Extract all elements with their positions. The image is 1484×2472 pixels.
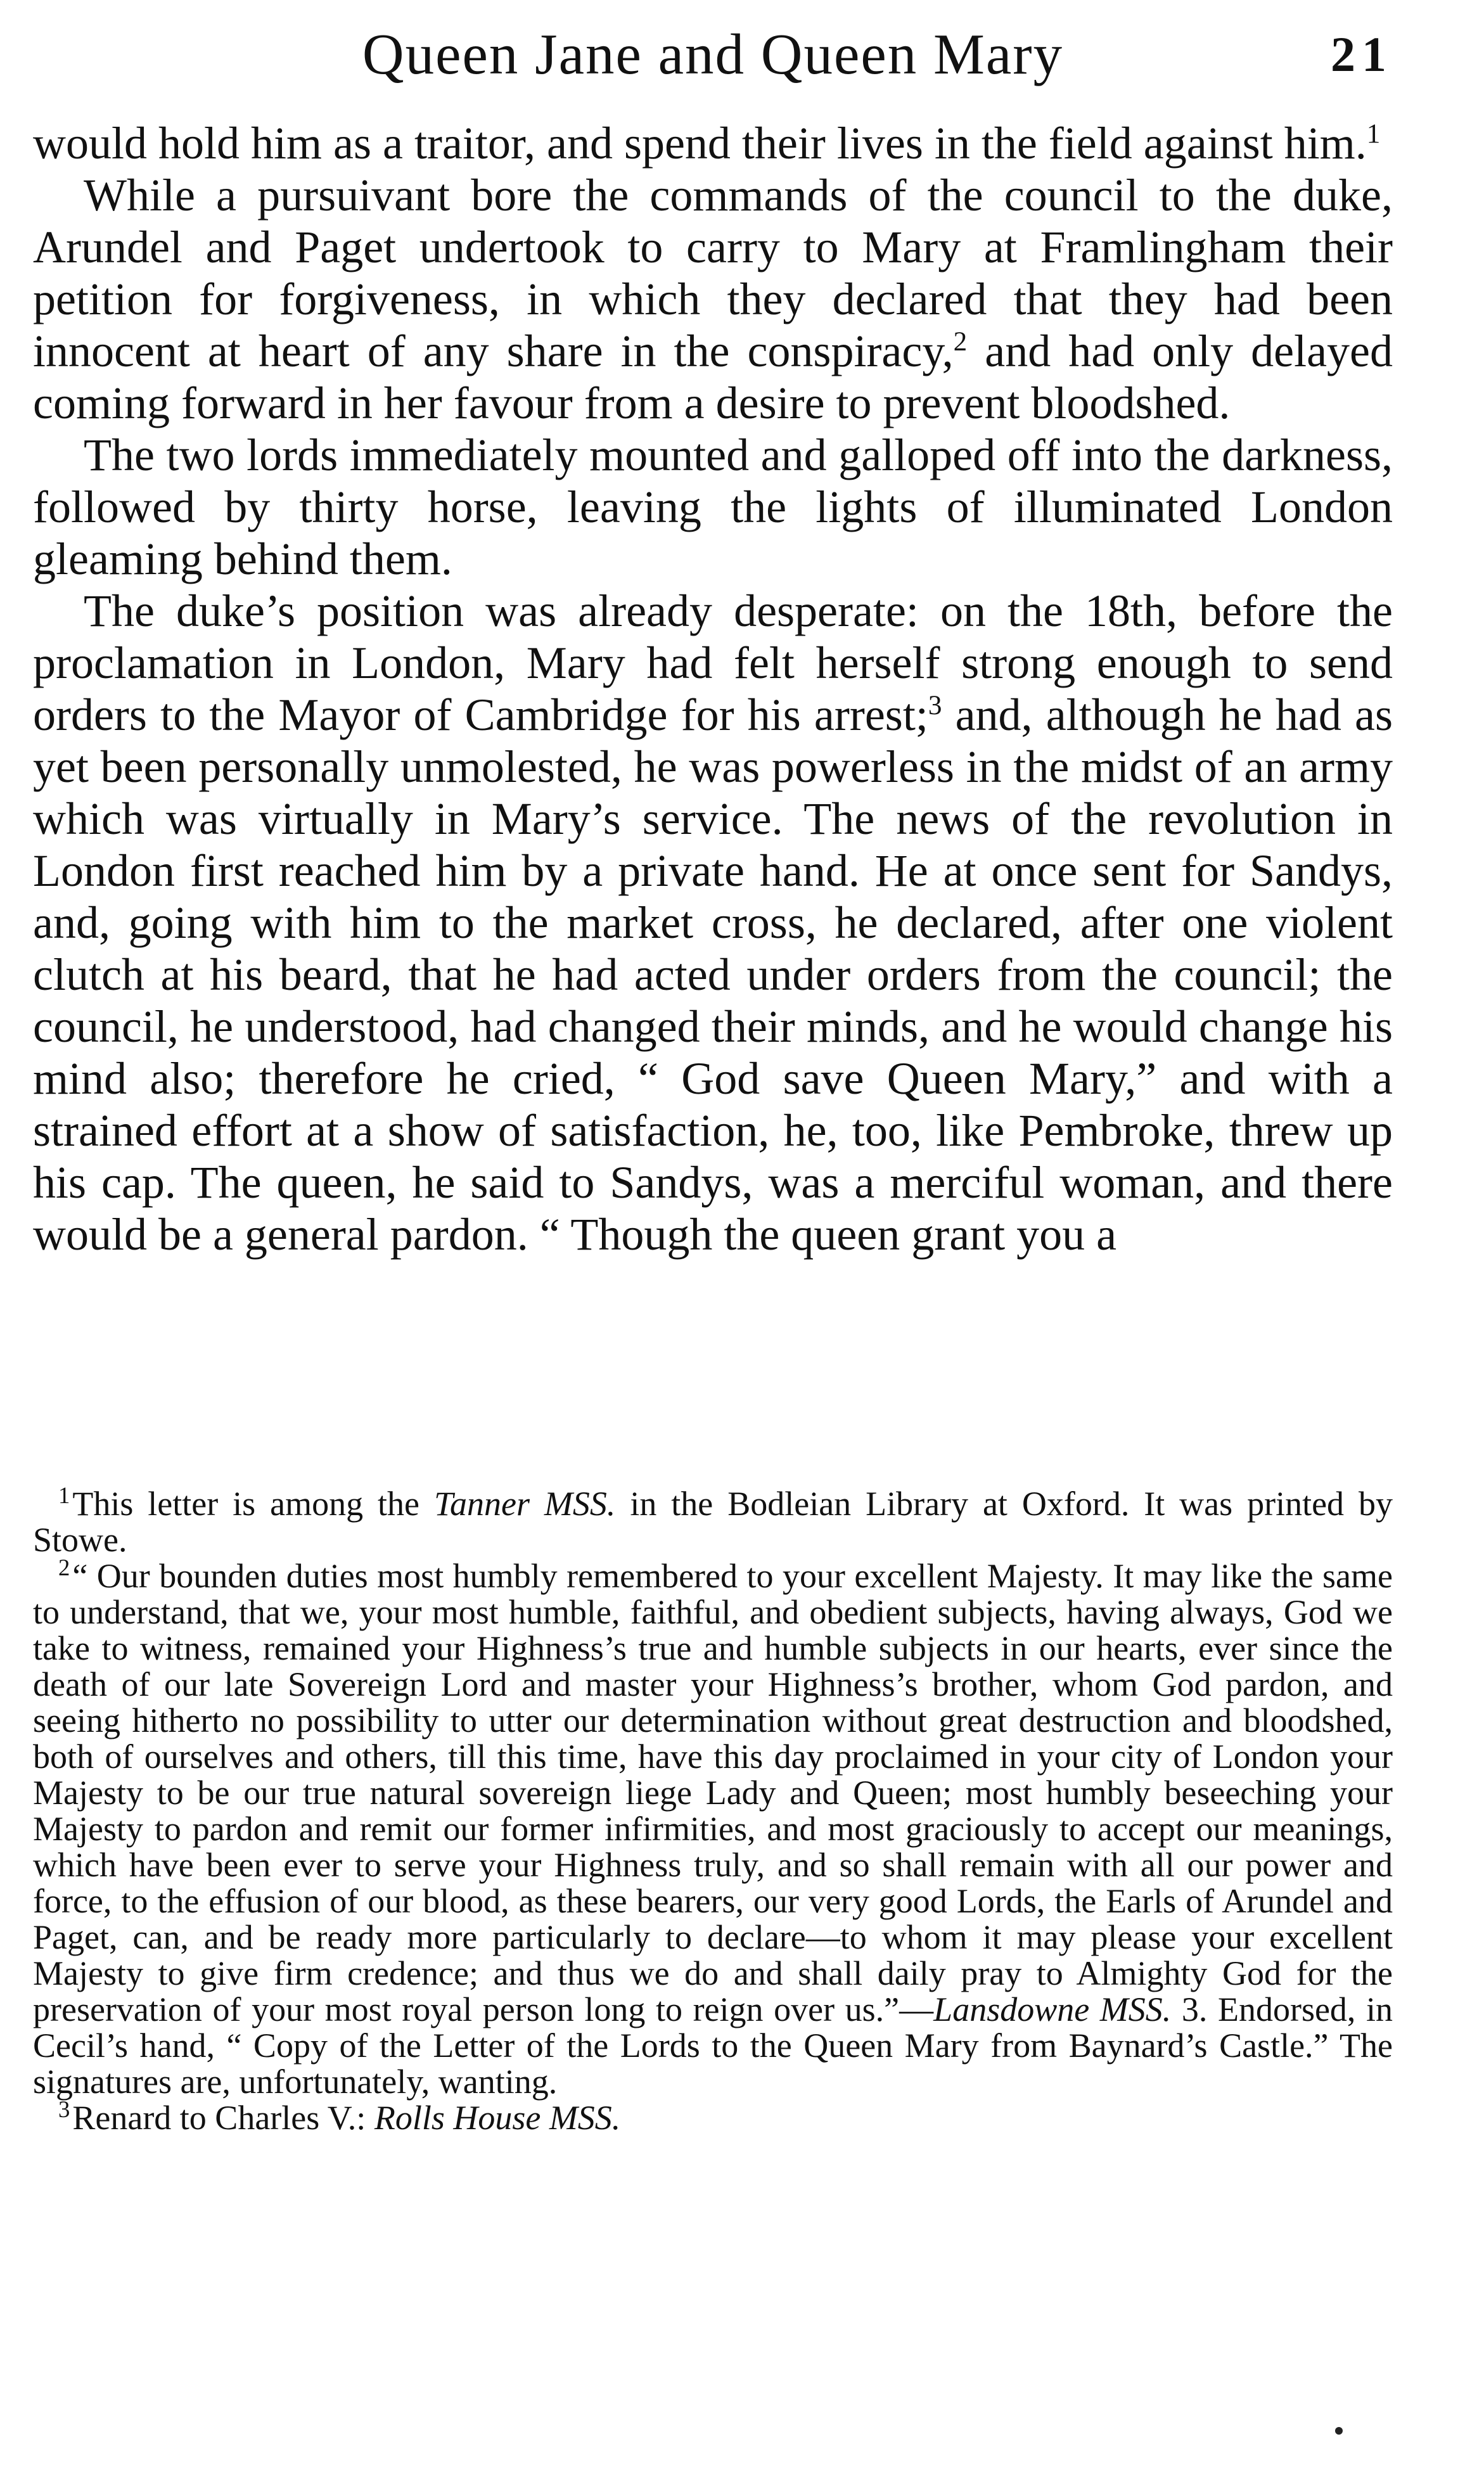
- footnote-marker: 3: [58, 2096, 70, 2122]
- footnote-citation: Rolls House MSS.: [374, 2099, 621, 2137]
- footnote-ref-2: 2: [953, 327, 968, 357]
- footnote-citation: Lansdowne MSS.: [933, 1990, 1172, 2028]
- footnote-2: [33, 1554, 1393, 2101]
- paragraph-2: [33, 169, 1393, 429]
- paragraph-3: [33, 429, 1393, 585]
- footnote-text: This letter is among the: [72, 1485, 434, 1523]
- paragraph-4: [33, 585, 1393, 1260]
- footnote-citation: Tanner MSS.: [433, 1485, 616, 1523]
- footnote-text: “ Our bounden duties most humbly remembered to your excellent Majesty. It may like the same to understand, that we, your most humble, faithful, and obedient subjects, having always, God we take to witness, remained your Highness’s true and humble subjects in our hearts, ever since the death of our late Sovereign Lord and master your Highness’s brother, whom God pardon, and seeing hitherto no possibility to utter our determination without great destruction and bloodshed, both of ourselves and others, till this time, have this day proclaimed in your city of London your Majesty to be our true natural sovereign liege Lady and Queen; most humbly beseeching your Majesty to pardon and remit our former infirmities, and most graciously to accept our meanings, which have been ever to serve your Highness truly, and so shall remain with all our power and force, to the effusion of our blood, as these bearers, our very good Lords, the Earls of Arundel and Paget, can, and be ready more particularly to declare—to whom it may please your excellent Majesty to give firm credence; and thus we do and shall daily pray to Almighty God for the preservation of your most royal person long to reign over us.”—: [33, 1557, 1393, 2028]
- running-head: [33, 16, 1393, 93]
- footnote-marker: 1: [58, 1482, 70, 1508]
- running-title: Queen Jane and Queen Mary: [362, 22, 1064, 86]
- paragraph-text: would hold him as a traitor, and spend their lives in the field against him.: [33, 118, 1367, 169]
- footnote-text: in the Bodleian Library at Oxford. It was printed by Stowe.: [33, 1485, 1393, 1559]
- paragraph-text: The duke’s position was already desperate: on the 18th, before the proclamation in London, Mary had felt herself strong enough to send orders to the Mayor of Cambridge for his arrest;: [33, 586, 1393, 740]
- body-text: [33, 117, 1393, 1260]
- footnotes: [33, 1482, 1393, 2137]
- footnote-marker: 2: [58, 1554, 70, 1580]
- footnote-3: [33, 2096, 1393, 2137]
- footnote-text: Renard to Charles V.:: [72, 2099, 374, 2137]
- footnote-ref-1: 1: [1366, 119, 1381, 149]
- page-number: 21: [1331, 27, 1393, 82]
- book-page: [33, 0, 1393, 2472]
- paragraph-text: While a pursuivant bore the commands of the council to the duke, Arundel and Paget undertook to carry to Mary at Framlingham their petition for forgiveness, in which they declared that they had been innocent at heart of any share in the conspiracy,: [33, 170, 1393, 376]
- paragraph-text: The two lords immediately mounted and galloped off into the darkness, followed by thirty horse, leaving the lights of illuminated London gleaming behind them.: [33, 430, 1393, 584]
- footnote-text: 3. Endorsed, in Cecil’s hand, “ Copy of the Letter of the Lords to the Queen Mary from Baynard’s Castle.” The signatures are, unfortunately, wanting.: [33, 1990, 1393, 2101]
- footnote-1: [33, 1482, 1393, 1559]
- footnote-ref-3: 3: [928, 691, 942, 720]
- paragraph-1: [33, 117, 1393, 169]
- paragraph-text: and had only delayed coming forward in her favour from a desire to prevent bloodshed.: [33, 326, 1393, 428]
- paragraph-text: and, although he had as yet been personally unmolested, he was powerless in the midst of an army which was virtually in Mary’s service. The news of the revolution in London first reached him by a private hand. He at once sent for Sandys, and, going with him to the market cross, he declared, after one violent clutch at his beard, that he had acted under orders from the council; the council, he understood, had changed their minds, and he would change his mind also; therefore he cried, “ God save Queen Mary,” and with a strained effort at a show of satisfaction, he, too, like Pembroke, threw up his cap. The queen, he said to Sandys, was a merciful woman, and there would be a general pardon. “ Though the queen grant you a: [33, 689, 1393, 1260]
- ink-speck: [1335, 2427, 1343, 2435]
